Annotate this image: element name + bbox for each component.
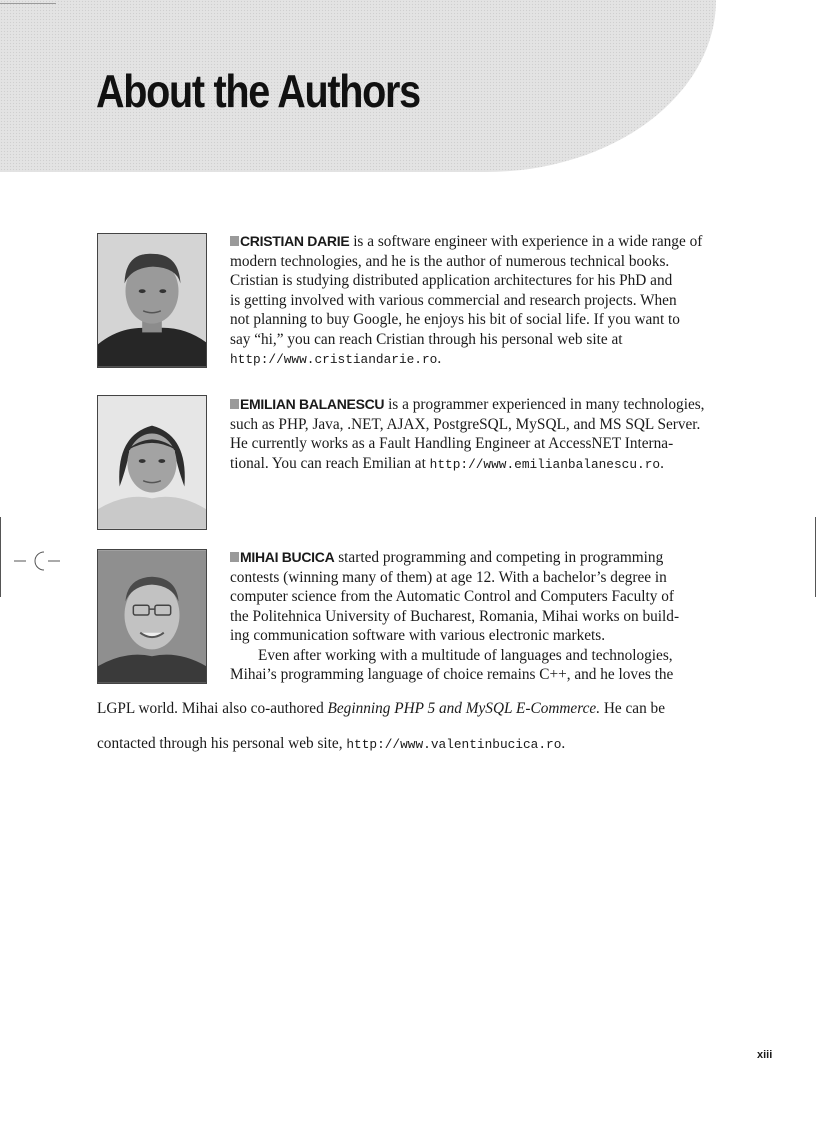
gray-square-icon: [230, 552, 239, 562]
author-photo-emilian-balanescu: [97, 395, 207, 530]
registration-line-left: [0, 517, 1, 597]
portrait-image: [98, 234, 206, 367]
bio-text: contacted through his personal web site,: [97, 735, 347, 753]
bio-line: contests (winning many of them) at age 12. With a bachelor’s degree in: [230, 568, 667, 586]
author-bio-emilian-balanescu: [230, 395, 710, 474]
author-photo-mihai-bucica: [97, 549, 207, 684]
punctuation: .: [561, 735, 566, 753]
bio-text: is a programmer experienced in many technologies,: [388, 396, 705, 413]
gray-square-icon: [230, 399, 239, 409]
bio-text: He can be: [600, 700, 665, 718]
page-number: xiii: [757, 1049, 773, 1061]
bio-text: is a software engineer with experience in a wide range of: [353, 233, 703, 250]
bio-line: [230, 548, 710, 568]
author-name: EMILIAN BALANESCU: [240, 396, 385, 412]
author-name: CRISTIAN DARIE: [240, 233, 350, 249]
bio-line: Mihai’s programming language of choice remains C++, and he loves the: [230, 666, 674, 683]
portrait-image: [98, 550, 206, 683]
portrait-image: [98, 396, 206, 529]
punctuation: .: [437, 350, 442, 367]
bio-line: [97, 734, 717, 755]
bio-line: modern technologies, and he is the author of numerous technical books.: [230, 252, 670, 270]
bio-line: the Politehnica University of Bucharest, Romania, Mihai works on build-: [230, 607, 680, 625]
author-bio-continuation: [97, 684, 717, 770]
website-link[interactable]: http://www.emilianbalanescu.ro: [429, 456, 661, 472]
website-link[interactable]: http://www.cristiandarie.ro: [230, 352, 438, 367]
author-name: MIHAI BUCICA: [240, 549, 335, 565]
bio-text: LGPL world. Mihai also co-authored: [97, 700, 328, 718]
website-link[interactable]: http://www.valentinbucica.ro: [346, 737, 562, 753]
bio-line: computer science from the Automatic Control and Computers Faculty of: [230, 588, 674, 605]
crop-registration-icon: [14, 549, 60, 573]
bio-line: is getting involved with various commercial and research projects. When: [230, 291, 677, 309]
bio-line: such as PHP, Java, .NET, AJAX, PostgreSQL, MySQL, and MS SQL Server.: [230, 415, 701, 433]
bio-line: ing communication software with various electronic markets.: [230, 627, 606, 644]
page-title: About the Authors: [96, 65, 420, 117]
gray-square-icon: [230, 236, 239, 246]
bio-text: tional. You can reach Emilian at: [230, 454, 426, 472]
bio-line: not planning to buy Google, he enjoys his bit of social life. If you want to: [230, 311, 680, 328]
bio-text: started programming and competing in programming: [338, 549, 664, 566]
author-bio-cristian-darie: [230, 232, 710, 370]
author-photo-cristian-darie: [97, 233, 207, 368]
bio-line: [97, 699, 717, 719]
book-title: Beginning PHP 5 and MySQL E-Commerce.: [327, 700, 601, 718]
bio-line: say “hi,” you can reach Cristian through his personal web site at: [230, 330, 623, 348]
punctuation: .: [660, 454, 664, 472]
bio-line: [230, 395, 710, 415]
bio-line: [230, 232, 710, 252]
bio-line: [230, 349, 710, 370]
corner-rule: [0, 3, 56, 4]
bio-line: Cristian is studying distributed application architectures for his PhD and: [230, 272, 673, 289]
bio-line: [230, 454, 710, 475]
author-bio-mihai-bucica: [230, 548, 710, 685]
bio-line: He currently works as a Fault Handling Engineer at AccessNET Interna-: [230, 435, 674, 452]
bio-line: Even after working with a multitude of languages and technologies,: [258, 646, 673, 664]
